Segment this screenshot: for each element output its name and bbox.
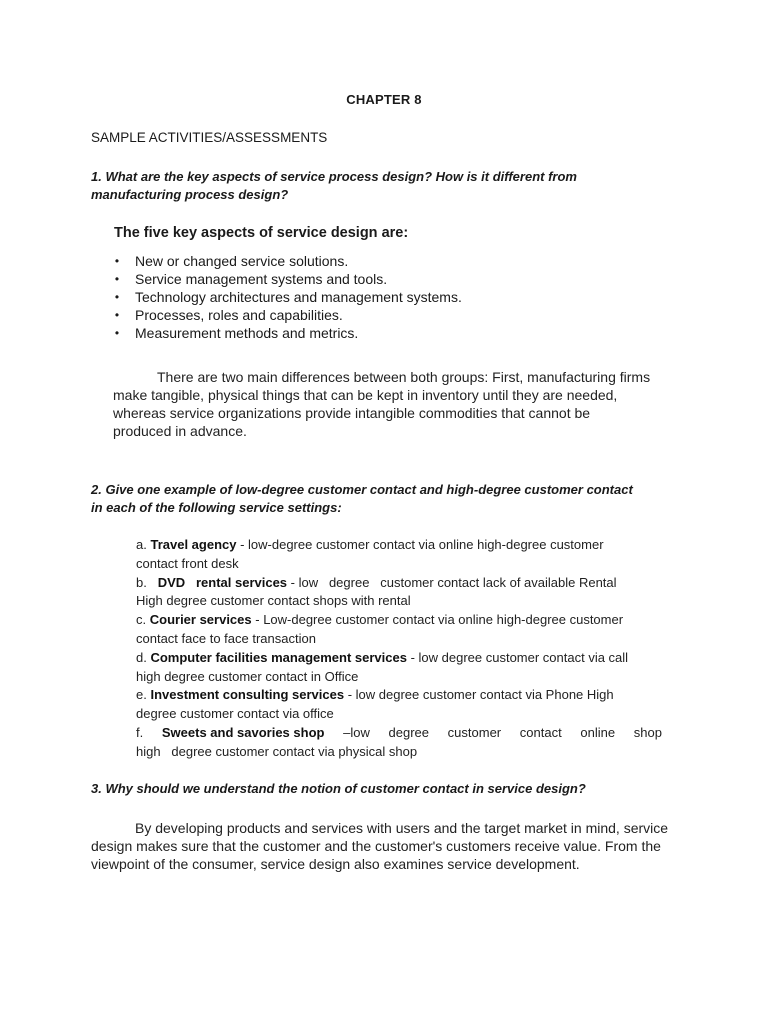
item-name: Investment consulting services bbox=[150, 687, 345, 703]
service-setting-item bbox=[136, 574, 662, 612]
list-item bbox=[112, 252, 462, 270]
answer-line: produced in advance. bbox=[113, 423, 247, 439]
item-name: Computer facilities management services bbox=[150, 649, 407, 665]
question-2-line-2: in each of the following service settings: bbox=[91, 500, 342, 515]
question-3-answer bbox=[91, 819, 671, 873]
item-prefix: d. bbox=[136, 649, 151, 665]
bullet-icon: • bbox=[114, 254, 120, 268]
question-1-answer bbox=[113, 368, 673, 440]
bullet-icon: • bbox=[114, 290, 120, 304]
item-word: degree bbox=[388, 724, 430, 740]
item-name: DVD rental services bbox=[157, 574, 288, 590]
service-setting-item bbox=[136, 724, 662, 762]
question-1-line-2: manufacturing process design? bbox=[91, 187, 289, 202]
service-setting-item bbox=[136, 686, 662, 724]
answer-line: design makes sure that the customer and the customer's customers receive value. From the bbox=[91, 838, 661, 854]
question-1-line-1: 1. What are the key aspects of service process design? How is it different from bbox=[91, 169, 577, 184]
bullet-icon: • bbox=[114, 326, 120, 340]
question-2-line-1: 2. Give one example of low-degree customer contact and high-degree customer contact bbox=[91, 482, 633, 497]
item-prefix: f. bbox=[136, 724, 144, 740]
list-item-text: Measurement methods and metrics. bbox=[135, 325, 359, 341]
list-item-text: Technology architectures and management systems. bbox=[135, 289, 462, 305]
question-3: 3. Why should we understand the notion of customer contact in service design? bbox=[91, 781, 586, 796]
section-label: SAMPLE ACTIVITIES/ASSESSMENTS bbox=[91, 130, 328, 145]
key-aspects-list bbox=[112, 252, 462, 342]
list-item-text: Service management systems and tools. bbox=[135, 271, 388, 287]
item-text: - low degree customer contact via Phone High bbox=[344, 687, 614, 703]
answer-line: whereas service organizations provide intangible commodities that cannot be bbox=[113, 405, 591, 421]
item-prefix: e. bbox=[136, 687, 151, 703]
item-prefix: b. bbox=[136, 574, 158, 590]
service-setting-item bbox=[136, 536, 662, 574]
list-item-text: New or changed service solutions. bbox=[135, 253, 349, 269]
service-setting-item bbox=[136, 649, 662, 687]
list-item-text: Processes, roles and capabilities. bbox=[135, 307, 343, 323]
bullet-icon: • bbox=[114, 308, 120, 322]
question-1 bbox=[91, 168, 681, 204]
service-setting-item bbox=[136, 611, 662, 649]
bullet-icon: • bbox=[114, 272, 120, 286]
list-item bbox=[112, 324, 462, 342]
item-name: Courier services bbox=[149, 612, 252, 628]
item-text: - low degree customer contact via call bbox=[406, 649, 629, 665]
item-text: High degree customer contact shops with rental bbox=[136, 593, 411, 609]
item-text: - Low-degree customer contact via online high-degree customer bbox=[251, 612, 624, 628]
item-prefix: a. bbox=[136, 537, 151, 552]
list-item bbox=[112, 306, 462, 324]
key-aspects-heading: The five key aspects of service design are: bbox=[114, 225, 409, 241]
answer-line: By developing products and services with users and the target market in mind, service bbox=[135, 820, 669, 836]
list-item bbox=[112, 270, 462, 288]
answer-line: viewpoint of the consumer, service design also examines service development. bbox=[91, 856, 580, 872]
item-text: high degree customer contact via physical shop bbox=[136, 743, 418, 759]
item-prefix: c. bbox=[136, 612, 150, 628]
item-text: degree customer contact via office bbox=[136, 706, 334, 722]
item-word: contact bbox=[519, 724, 562, 740]
service-settings-list bbox=[136, 536, 662, 762]
item-text: contact front desk bbox=[136, 555, 239, 571]
question-2 bbox=[91, 481, 681, 517]
item-word: customer bbox=[447, 724, 502, 740]
item-f-line-1 bbox=[136, 724, 662, 743]
item-text: - low-degree customer contact via online high-degree customer bbox=[236, 537, 604, 552]
list-item bbox=[112, 288, 462, 306]
item-word: shop bbox=[633, 724, 662, 740]
chapter-title: CHAPTER 8 bbox=[346, 92, 422, 107]
answer-line: make tangible, physical things that can be kept in inventory until they are needed, bbox=[113, 387, 618, 403]
item-name: Travel agency bbox=[150, 537, 237, 552]
item-word: online bbox=[580, 724, 616, 740]
item-text: - low degree customer contact lack of available Rental bbox=[287, 574, 617, 590]
item-text: contact face to face transaction bbox=[136, 630, 316, 646]
item-word: –low bbox=[343, 724, 370, 740]
answer-line: There are two main differences between both groups: First, manufacturing firms bbox=[157, 369, 651, 385]
item-text: high degree customer contact in Office bbox=[136, 668, 359, 684]
item-name: Sweets and savories shop bbox=[161, 724, 325, 740]
